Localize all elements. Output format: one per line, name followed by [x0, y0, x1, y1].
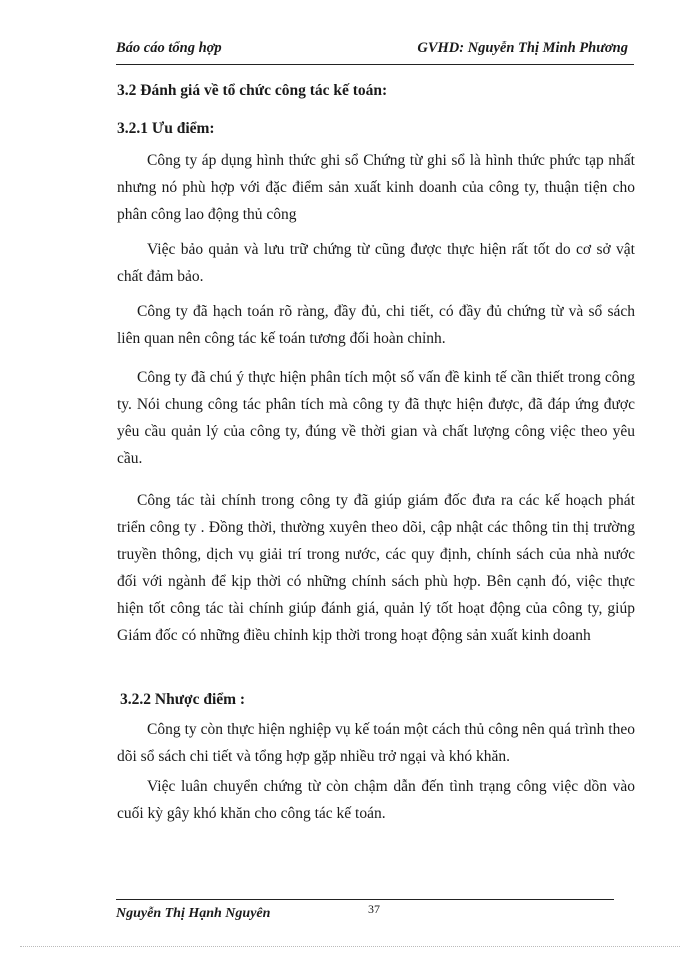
paragraph-1: Công ty áp dụng hình thức ghi sổ Chứng từ ghi sổ là hình thức phức tạp nhất nhưng nó phù hợp với đặc điểm sản xuất kinh doanh của công ty, thuận tiện cho phân công lao động thủ công — [117, 152, 635, 223]
paragraph-7: Việc luân chuyển chứng từ còn chậm dẫn đến tình trạng công việc dồn vào cuối kỳ gây khó khăn cho công tác kế toán. — [117, 778, 635, 822]
paragraph-3: Công ty đã hạch toán rõ ràng, đầy đủ, chi tiết, có đầy đủ chứng từ và sổ sách liên quan nên công tác kế toán tương đối hoàn chỉnh. — [117, 303, 635, 347]
section-title: 3.2 Đánh giá về tổ chức công tác kế toán: — [117, 82, 388, 99]
subsection-disadvantages-title: 3.2.2 Nhược điểm : — [120, 691, 246, 708]
subsection-advantages-title: 3.2.1 Ưu điểm: — [117, 120, 215, 137]
footer-author: Nguyễn Thị Hạnh Nguyên — [116, 906, 271, 921]
header-report-title: Báo cáo tổng hợp — [116, 40, 222, 56]
page-number: 37 — [368, 902, 380, 916]
page-bottom-divider — [20, 946, 680, 947]
paragraph-5: Công tác tài chính trong công ty đã giúp giám đốc đưa ra các kế hoạch phát triển công ty . Đồng thời, thường xuyên theo dõi, cập nhật các thông tin thị trường truyền thông, dịch vụ giải trí trong nước, các quy định, chính sách của nhà nước đối với ngành để kịp thời có những chính sách phù hợp. Bên cạnh đó, việc thực hiện tốt công tác tài chính giúp đánh giá, quản lý tốt hoạt động của công ty, giúp Giám đốc có những điều chỉnh kịp thời trong hoạt động sản xuất kinh doanh — [117, 492, 635, 644]
paragraph-4: Công ty đã chú ý thực hiện phân tích một số vấn đề kinh tế cần thiết trong công ty. Nói chung công tác phân tích mà công ty đã thực hiện được, đã đáp ứng được yêu cầu quản lý của công ty, đúng về thời gian và chất lượng công việc theo yêu cầu. — [117, 369, 635, 467]
header-supervisor: GVHD: Nguyễn Thị Minh Phương — [417, 40, 628, 56]
paragraph-6: Công ty còn thực hiện nghiệp vụ kế toán một cách thủ công nên quá trình theo dõi sổ sách chi tiết và tổng hợp gặp nhiều trở ngại và khó khăn. — [117, 721, 635, 765]
footer-rule — [116, 899, 614, 900]
header-rule — [116, 64, 634, 65]
paragraph-2: Việc bảo quản và lưu trữ chứng từ cũng được thực hiện rất tốt do cơ sở vật chất đảm bảo. — [117, 241, 635, 285]
